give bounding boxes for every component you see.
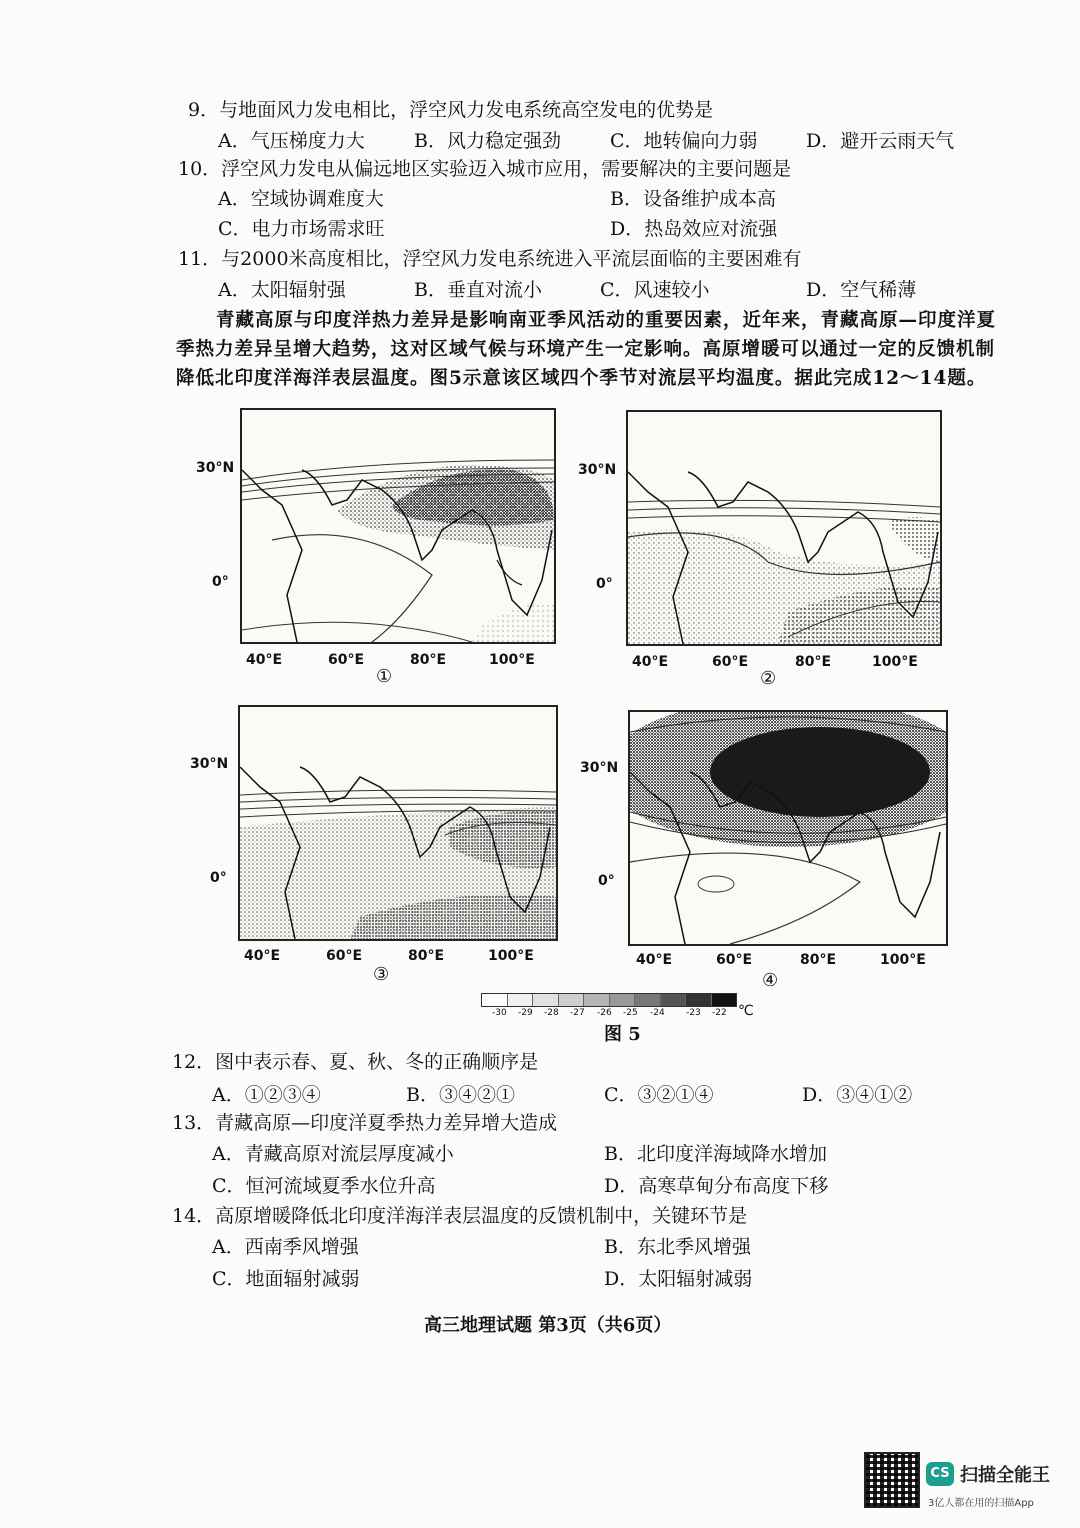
lon-label-40e: 40°E [246,652,283,668]
lon-label-100e: 100°E [489,652,535,668]
q14-option-d: D．太阳辐射减弱 [604,1268,753,1290]
qr-code-icon [864,1452,920,1508]
lon-label-100e: 100°E [872,654,918,670]
legend-tick: -27 [570,1008,585,1018]
temperature-map-3 [240,707,556,939]
lon-label-80e: 80°E [795,654,832,670]
panel-number-1: ① [376,666,393,687]
lon-label-80e: 80°E [408,948,445,964]
lat-label-30n: 30°N [578,462,617,478]
legend-unit: ℃ [738,1003,754,1019]
temperature-map-2 [628,412,940,644]
legend-tick: -29 [518,1008,533,1018]
camscanner-logo-icon: CS [926,1462,954,1486]
lon-label-80e: 80°E [800,952,837,968]
question-9-stem: 9．与地面风力发电相比，浮空风力发电系统高空发电的优势是 [188,99,714,121]
q13-option-a: A．青藏高原对流层厚度减小 [212,1143,454,1165]
map-frame-3 [238,705,558,941]
q11-option-a: A．太阳辐射强 [218,279,346,301]
q9-option-c: C．地转偏向力弱 [610,130,758,152]
q12-option-b: B．③④②① [406,1084,515,1106]
lat-label-30n: 30°N [580,760,619,776]
lat-label-30n: 30°N [190,756,229,772]
figure-caption: 图 5 [604,1024,641,1045]
lon-label-40e: 40°E [632,654,669,670]
q11-option-b: B．垂直对流小 [414,279,542,301]
temperature-legend-bar [481,993,737,1007]
lon-label-80e: 80°E [410,652,447,668]
lon-label-60e: 60°E [712,654,749,670]
camscanner-name: 扫描全能王 [960,1465,1050,1486]
passage-text: 青藏高原与印度洋热力差异是影响南亚季风活动的重要因素，近年来，青藏高原—印度洋夏季热力差异呈增大趋势，这对区域气候与环境产生一定影响。高原增暖可以通过一定的反馈机制降低北印度洋海洋表层温度。图5示意该区域四个季节对流层平均温度。据此完成12～14题。 [176,310,997,389]
lat-label-0: 0° [210,870,227,886]
q13-option-c: C．恒河流域夏季水位升高 [212,1175,436,1197]
map-frame-1 [240,408,556,644]
lat-label-0: 0° [212,574,229,590]
legend-tick: -22 [712,1008,727,1018]
lon-label-40e: 40°E [244,948,281,964]
question-12-stem: 12．图中表示春、夏、秋、冬的正确顺序是 [172,1051,539,1073]
lon-label-100e: 100°E [880,952,926,968]
q9-option-d: D．避开云雨天气 [806,130,955,152]
q14-option-c: C．地面辐射减弱 [212,1268,360,1290]
temperature-map-1 [242,410,554,642]
q9-option-b: B．风力稳定强劲 [414,130,561,152]
q13-option-d: D．高寒草甸分布高度下移 [604,1175,829,1197]
lon-label-60e: 60°E [328,652,365,668]
lon-label-100e: 100°E [488,948,534,964]
q11-option-c: C．风速较小 [600,279,710,301]
q9-option-a: A．气压梯度力大 [218,130,365,152]
lat-label-30n: 30°N [196,460,235,476]
legend-tick: -23 [686,1008,701,1018]
reading-passage [176,306,1006,393]
lon-label-60e: 60°E [716,952,753,968]
temperature-map-4 [630,712,946,944]
lat-label-0: 0° [596,576,613,592]
q12-option-c: C．③②①④ [604,1084,714,1106]
q12-option-d: D．③④①② [802,1084,913,1106]
lon-label-40e: 40°E [636,952,673,968]
q12-option-a: A．①②③④ [212,1084,321,1106]
panel-number-3: ③ [373,964,390,985]
q11-option-d: D．空气稀薄 [806,279,917,301]
question-13-stem: 13．青藏高原—印度洋夏季热力差异增大造成 [172,1112,558,1134]
q10-option-a: A．空域协调难度大 [218,188,384,210]
lon-label-60e: 60°E [326,948,363,964]
q13-option-b: B．北印度洋海域降水增加 [604,1143,827,1165]
q14-option-a: A．西南季风增强 [212,1236,359,1258]
legend-tick: -30 [492,1008,507,1018]
legend-tick: -24 [650,1008,665,1018]
legend-tick: -28 [544,1008,559,1018]
map-frame-2 [626,410,942,646]
legend-tick: -26 [597,1008,612,1018]
legend-tick: -25 [623,1008,638,1018]
question-11-stem: 11．与2000米高度相比，浮空风力发电系统进入平流层面临的主要困难有 [178,248,802,270]
q10-option-d: D．热岛效应对流强 [610,218,778,240]
lat-label-0: 0° [598,873,615,889]
q10-option-c: C．电力市场需求旺 [218,218,385,240]
panel-number-4: ④ [762,970,779,991]
question-14-stem: 14．高原增暖降低北印度洋海洋表层温度的反馈机制中，关键环节是 [172,1205,748,1227]
panel-number-2: ② [760,668,777,689]
page-footer: 高三地理试题 第3页（共6页） [424,1315,672,1336]
question-10-stem: 10．浮空风力发电从偏远地区实验迈入城市应用，需要解决的主要问题是 [178,158,792,180]
q14-option-b: B．东北季风增强 [604,1236,751,1258]
camscanner-subtitle: 3亿人都在用的扫描App [928,1498,1034,1509]
map-frame-4 [628,710,948,946]
q10-option-b: B．设备维护成本高 [610,188,776,210]
